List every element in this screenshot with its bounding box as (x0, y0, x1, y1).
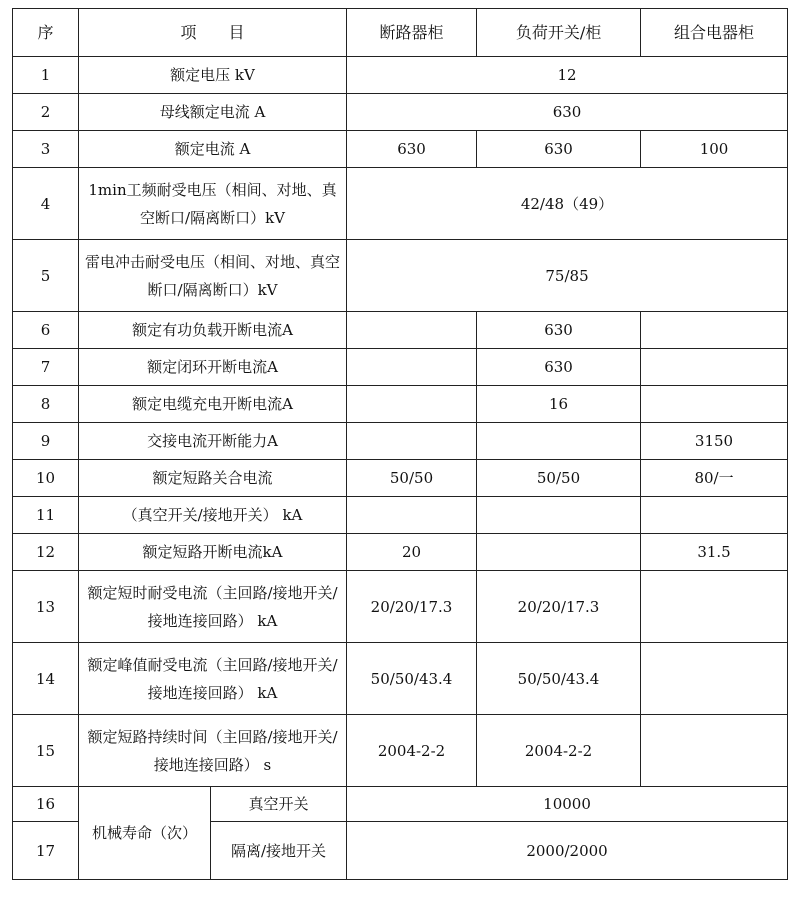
row-load-switch: 630 (477, 349, 641, 386)
row-group-label: 机械寿命（次） (79, 787, 211, 880)
table-row (13, 57, 788, 94)
row-item: 额定峰值耐受电流（主回路/接地开关/接地连接回路） kA (79, 643, 347, 715)
header-combo: 组合电器柜 (641, 9, 788, 57)
table-row (13, 460, 788, 497)
row-no: 17 (13, 822, 79, 880)
row-item: 额定电缆充电开断电流A (79, 386, 347, 423)
header-breaker: 断路器柜 (347, 9, 477, 57)
row-breaker: 2004-2-2 (347, 715, 477, 787)
row-breaker (347, 497, 477, 534)
row-breaker (347, 312, 477, 349)
row-sub-item: 隔离/接地开关 (211, 822, 347, 880)
row-item: 母线额定电流 A (79, 94, 347, 131)
row-load-switch (477, 534, 641, 571)
row-no: 4 (13, 168, 79, 240)
row-merged-value: 630 (347, 94, 788, 131)
table-row (13, 423, 788, 460)
row-no: 14 (13, 643, 79, 715)
row-merged-value: 2000/2000 (347, 822, 788, 880)
table-row (13, 386, 788, 423)
table-row (13, 571, 788, 643)
row-breaker (347, 386, 477, 423)
header-load-switch: 负荷开关/柜 (477, 9, 641, 57)
row-no: 13 (13, 571, 79, 643)
row-item: 1min工频耐受电压（相间、对地、真空断口/隔离断口）kV (79, 168, 347, 240)
row-merged-value: 75/85 (347, 240, 788, 312)
row-no: 11 (13, 497, 79, 534)
row-breaker (347, 349, 477, 386)
row-breaker (347, 423, 477, 460)
row-no: 10 (13, 460, 79, 497)
row-merged-value: 10000 (347, 787, 788, 822)
row-no: 5 (13, 240, 79, 312)
row-load-switch (477, 423, 641, 460)
row-no: 2 (13, 94, 79, 131)
table-row (13, 787, 788, 822)
table-row (13, 240, 788, 312)
row-combo (641, 571, 788, 643)
row-load-switch: 50/50 (477, 460, 641, 497)
row-no: 15 (13, 715, 79, 787)
row-no: 9 (13, 423, 79, 460)
row-merged-value: 42/48（49） (347, 168, 788, 240)
row-breaker: 630 (347, 131, 477, 168)
header-seq: 序 (13, 9, 79, 57)
row-combo: 80/一 (641, 460, 788, 497)
row-sub-item: 真空开关 (211, 787, 347, 822)
row-breaker: 50/50/43.4 (347, 643, 477, 715)
row-item: 额定短路持续时间（主回路/接地开关/接地连接回路） s (79, 715, 347, 787)
row-item: 额定有功负载开断电流A (79, 312, 347, 349)
row-no: 12 (13, 534, 79, 571)
row-combo (641, 643, 788, 715)
table-row (13, 349, 788, 386)
table-row (13, 643, 788, 715)
row-breaker: 20/20/17.3 (347, 571, 477, 643)
row-no: 3 (13, 131, 79, 168)
row-item: 额定电压 kV (79, 57, 347, 94)
row-item: 额定闭环开断电流A (79, 349, 347, 386)
row-breaker: 20 (347, 534, 477, 571)
row-merged-value: 12 (347, 57, 788, 94)
row-no: 1 (13, 57, 79, 94)
table-row (13, 168, 788, 240)
header-row (13, 9, 788, 57)
row-combo (641, 715, 788, 787)
row-load-switch: 16 (477, 386, 641, 423)
row-breaker: 50/50 (347, 460, 477, 497)
row-item: 额定短路开断电流kA (79, 534, 347, 571)
header-item: 项 目 (79, 9, 347, 57)
row-no: 6 (13, 312, 79, 349)
row-item: 交接电流开断能力A (79, 423, 347, 460)
row-combo (641, 349, 788, 386)
row-load-switch (477, 497, 641, 534)
row-combo: 3150 (641, 423, 788, 460)
spec-table (12, 8, 788, 880)
table-row (13, 715, 788, 787)
table-row (13, 497, 788, 534)
row-no: 8 (13, 386, 79, 423)
row-load-switch: 2004-2-2 (477, 715, 641, 787)
row-combo (641, 497, 788, 534)
row-combo (641, 312, 788, 349)
row-combo: 31.5 (641, 534, 788, 571)
row-item: 额定电流 A (79, 131, 347, 168)
row-load-switch: 630 (477, 312, 641, 349)
row-combo: 100 (641, 131, 788, 168)
row-no: 7 (13, 349, 79, 386)
row-item: 额定短时耐受电流（主回路/接地开关/接地连接回路） kA (79, 571, 347, 643)
row-combo (641, 386, 788, 423)
row-load-switch: 630 (477, 131, 641, 168)
table-row (13, 534, 788, 571)
row-item: 雷电冲击耐受电压（相间、对地、真空断口/隔离断口）kV (79, 240, 347, 312)
row-load-switch: 50/50/43.4 (477, 643, 641, 715)
row-load-switch: 20/20/17.3 (477, 571, 641, 643)
row-item: （真空开关/接地开关） kA (79, 497, 347, 534)
row-item: 额定短路关合电流 (79, 460, 347, 497)
table-row (13, 94, 788, 131)
table-row (13, 312, 788, 349)
row-no: 16 (13, 787, 79, 822)
table-row (13, 131, 788, 168)
